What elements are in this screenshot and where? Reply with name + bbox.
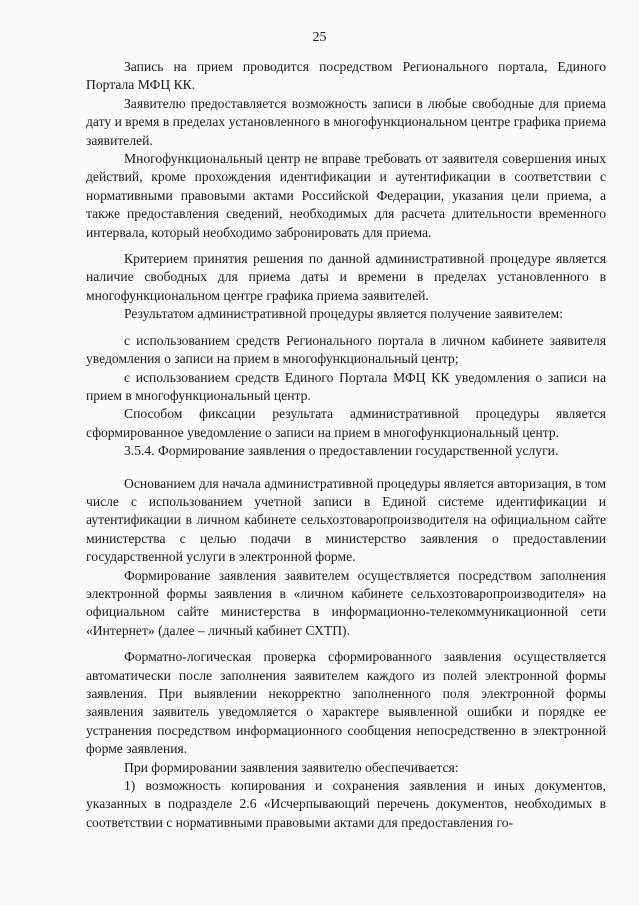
paragraph: Формирование заявления заявителем осуществляется посредством заполнения электронной формы заявления в «личном кабинете сельхозтоваропроизводителя» на официальном сайте министерства в информационно-телекоммуникационной сети «Интернет» (далее – личный кабинет СХТП). — [86, 567, 606, 638]
paragraph: Основанием для начала административной процедуры является авторизация, в том числе с использованием учетной записи в Единой системе идентификации и аутентификации в личном кабинете сельхозтоваропроизводителя на официальном сайте министерства с целью подачи в министерство заявления о предоставлении государственной услуги в электронной форме. — [86, 475, 606, 565]
paragraph: с использованием средств Единого Портала МФЦ КК уведомления о записи на прием в многофункциональный центр. — [86, 369, 606, 403]
paragraph: Заявителю предоставляется возможность записи в любые свободные для приема дату и время в пределах установленного в многофункциональном центре графика приема заявителей. — [86, 95, 606, 148]
paragraph: При формировании заявления заявителю обеспечивается: — [124, 759, 459, 775]
paragraph: 1) возможность копирования и сохранения заявления и иных документов, указанных в подразделе 2.6 «Исчерпывающий перечень документов, необходимых в соответствии с нормативными правовыми актами для предоставления го- — [86, 778, 606, 830]
paragraph: Критерием принятия решения по данной административной процедуре является наличие свободных для приема даты и времени в пределах установленного в многофункциональном центре графика приема заявителей. — [86, 251, 606, 303]
paragraph: Результатом административной процедуры является получение заявителем: — [124, 306, 564, 322]
section-heading: 3.5.4. Формирование заявления о предоставлении государственной услуги. — [124, 443, 559, 459]
paragraph: Форматно-логическая проверка сформированного заявления осуществляется автоматически после заполнения заявителем каждого из полей электронной формы заявления. При выявлении некорректно заполненного поля электронной формы заявления заявитель уведомляется о характере выявленной ошибки и порядке ее устранения посредством информационного сообщения непосредственно в электронной форме заявления. — [86, 649, 606, 757]
paragraph: Многофункциональный центр не вправе требовать от заявителя совершения иных действий, кроме прохождения идентификации и аутентификации в соответствии с нормативными правовыми актами Российской Федерации, указания цели приема, а также предоставления сведений, необходимых для расчета длительности временного интервала, который необходимо забронировать для приема. — [86, 151, 606, 240]
document-body — [86, 58, 606, 832]
paragraph: Запись на прием проводится посредством Регионального портала, Единого Портала МФЦ КК. — [86, 59, 606, 93]
paragraph: с использованием средств Регионального портала в личном кабинете заявителя уведомления о записи на прием в многофункциональный центр; — [86, 332, 606, 367]
paragraph: Способом фиксации результата административной процедуры является сформированное уведомление о записи на прием в многофункциональный центр. — [86, 406, 606, 440]
page-number: 25 — [312, 30, 327, 45]
